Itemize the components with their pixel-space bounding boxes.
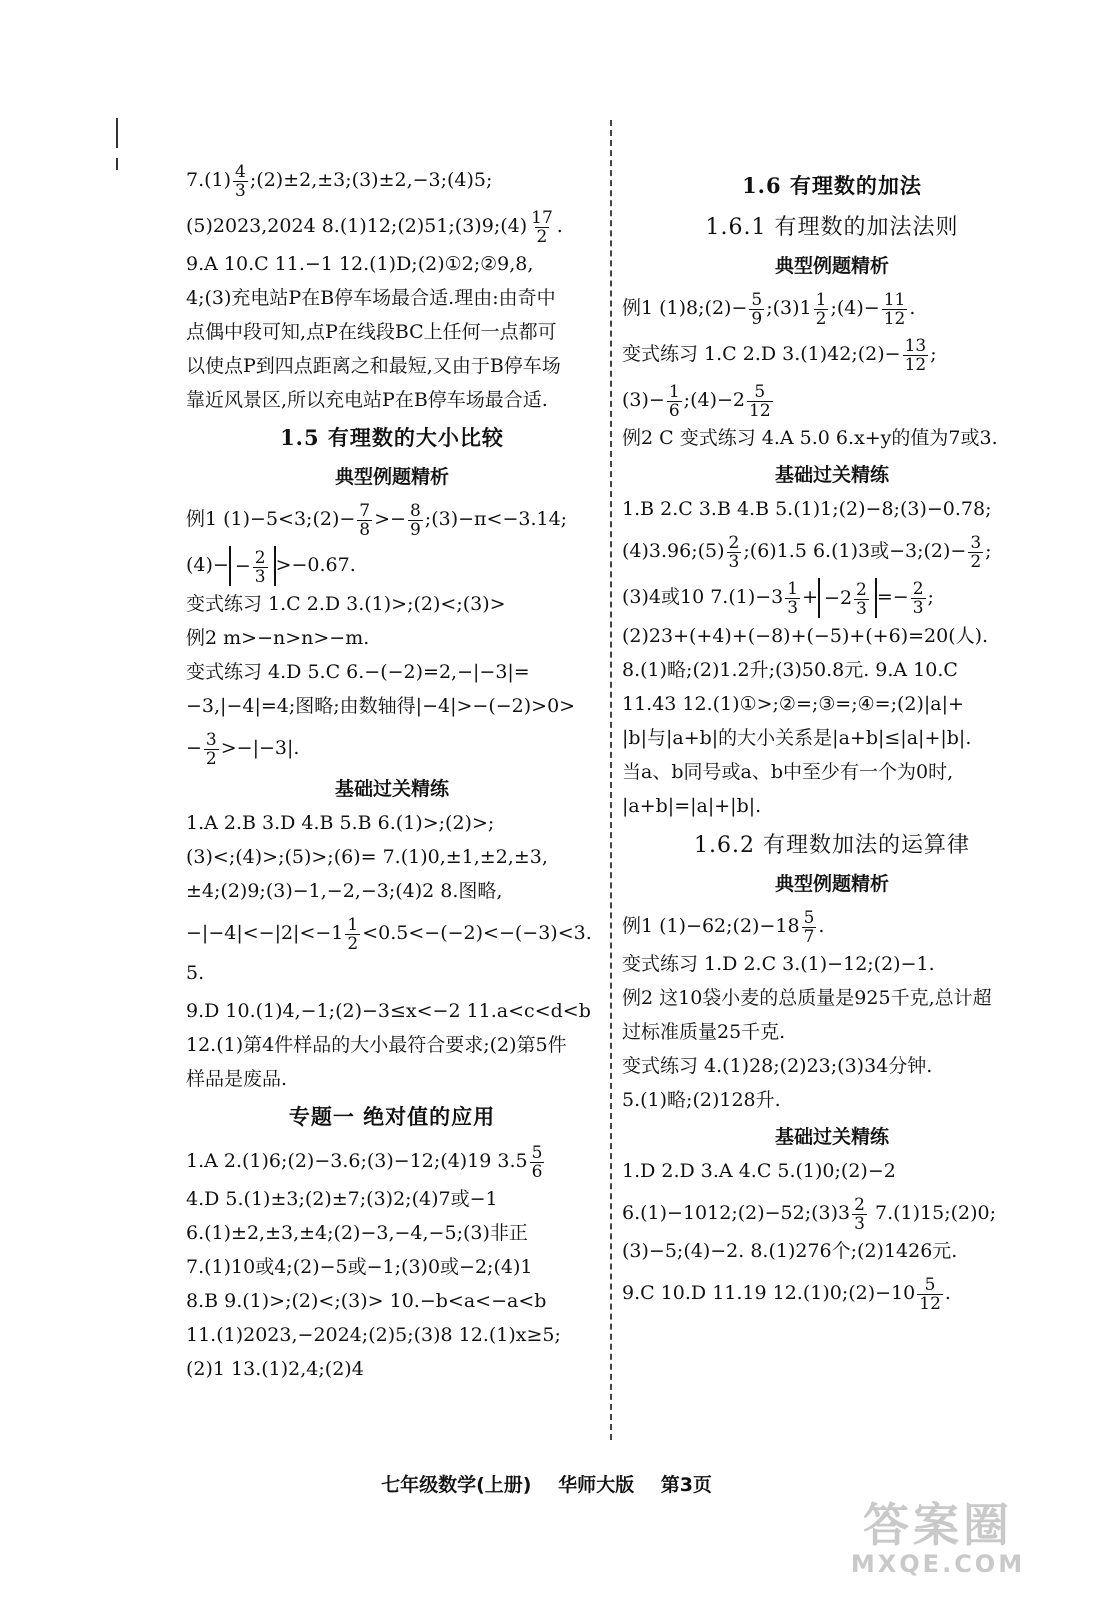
subsection-title: 典型例题精析 [774,873,889,895]
answer-line: 当a、b同号或a、b中至少有一个为0时, [622,761,954,783]
answer-line: ±4;(2)9;(3)−1,−2,−3;(4)2 8.图略, [186,880,503,902]
answer-line: 9.A 10.C 11.−1 12.(1)D;(2)①2;②9,8, [186,253,534,275]
fraction: $\frac{2}{3}$ [912,578,924,618]
section-title: 1.5 有理数的大小比较 [280,425,504,450]
fraction: $\frac{3}{2}$ [205,729,217,769]
fraction: $\frac{1}{2}$ [815,289,827,329]
subsection-title: 典型例题精析 [334,466,449,488]
book-title: 七年级数学(上册) [381,1474,532,1496]
answer-line: 变式练习 4.D 5.C 6.−(−2)=2,−|−3|= [186,661,530,683]
answer-line: 变式练习 1.C 2.D 3.(1)42;(2)− $\frac{13}{12}$ ; [622,335,937,375]
answer-line: − $\frac{3}{2}$ >−|−3|. [186,729,300,769]
fraction: $\frac{2}{3}$ [728,532,740,572]
fraction: $\frac{2}{3}$ [854,1194,865,1234]
answer-line: 例1 (1)−5<3;(2)− $\frac{7}{8}$ >− $\frac{8}{9}$ ;(3)−π<−3.14; [186,500,568,540]
answer-line: 1.B 2.C 3.B 4.B 5.(1)1;(2)−8;(3)−0.78; [622,498,992,520]
answer-line: 点偶中段可知,点P在线段BC上任何一点都可 [186,321,557,343]
answer-line: 例2 C 变式练习 4.A 5.0 6.x+y的值为7或3. [622,427,998,449]
margin-mark [116,118,118,148]
fraction: $\frac{17}{2}$ [531,207,553,247]
answer-line: (5)2023,2024 8.(1)12;(2)51;(3)9;(4) $\frac{17}{2}$ . [186,207,563,247]
answer-line: −|−4|<−|2|<−1 $\frac{1}{2}$ <0.5<−(−2)<−(−3)<3.5. [186,914,592,984]
answer-line: 11.(1)2023,−2024;(2)5;(3)8 12.(1)x≥5; [186,1324,561,1346]
watermark-logo [823,1500,1053,1590]
answer-line: 1.A 2.B 3.D 4.B 5.B 6.(1)>;(2)>; [186,812,495,834]
answer-line: 5.(1)略;(2)128升. [622,1089,781,1111]
answer-line: 变式练习 1.D 2.C 3.(1)−12;(2)−1. [622,953,935,975]
answer-line: (4)− − $\frac{2}{3}$ >−0.67. [186,547,356,587]
answer-line: 例2 这10袋小麦的总质量是925千克,总计超 [622,987,992,1009]
absolute-value: −2 $\frac{2}{3}$ [818,578,877,618]
fraction: $\frac{13}{12}$ [904,335,927,375]
answer-line: 6.(1)±2,±3,±4;(2)−3,−4,−5;(3)非正 [186,1222,528,1244]
page-footer [0,1470,1093,1497]
answer-line: 6.(1)−1012;(2)−52;(3)3 $\frac{2}{3}$ 7.(1)15;(2)0; [622,1194,997,1234]
answer-line: 8.B 9.(1)>;(2)<;(3)> 10.−b<a<−a<b [186,1290,547,1312]
watermark-text: 答案圈 [863,1498,1013,1552]
answer-line: 11.43 12.(1)①>;②=;③=;④=;(2)|a|+ [622,693,964,715]
fraction: $\frac{2}{3}$ [856,579,867,619]
fraction: $\frac{5}{12}$ [919,1274,941,1314]
fraction: $\frac{3}{2}$ [970,532,982,572]
fraction: $\frac{7}{8}$ [359,500,371,540]
answer-line: (3)−5;(4)−2. 8.(1)276个;(2)1426元. [622,1240,958,1262]
fraction: $\frac{4}{3}$ [235,161,246,201]
fraction: $\frac{11}{12}$ [883,289,906,329]
answer-line: |a+b|=|a|+|b|. [622,795,762,817]
answer-line: 8.(1)略;(2)1.2升;(3)50.8元. 9.A 10.C [622,659,958,681]
right-column [622,160,1042,1319]
edition-label: 华师大版 [558,1474,635,1496]
answer-line: (3)4或10 7.(1)−3 $\frac{1}{3}$ + −2 $\frac{2}{3}$ =− $\frac{2}{3}$ ; [622,578,934,619]
fraction: $\frac{1}{6}$ [668,381,680,421]
absolute-value: − $\frac{2}{3}$ [229,546,276,586]
answer-line: 1.A 2.(1)6;(2)−3.6;(3)−12;(4)19 3.5 $\frac{5}{6}$ [186,1142,543,1182]
page-number: 第3页 [660,1474,712,1496]
topic-title: 专题一 绝对值的应用 [288,1104,496,1129]
answer-line: 例1 (1)−62;(2)−18 $\frac{5}{7}$ . [622,907,825,947]
answer-line: 7.(1)10或4;(2)−5或−1;(3)0或−2;(4)1 [186,1256,533,1278]
answer-line: |b|与|a+b|的大小关系是|a+b|≤|a|+|b|. [622,727,972,749]
fraction: $\frac{5}{9}$ [751,289,763,329]
fraction: $\frac{2}{3}$ [254,547,266,587]
answer-line: 靠近风景区,所以充电站P在B停车场最合适. [186,389,548,411]
answer-line: 以使点P到四点距离之和最短,又由于B停车场 [186,355,561,377]
watermark-site: MXQE.COM [850,1550,1026,1578]
answer-line: 4.D 5.(1)±3;(2)±7;(3)2;(4)7或−1 [186,1188,498,1210]
margin-mark [116,158,118,170]
answer-line: 过标准质量25千克. [622,1021,786,1043]
subsection-heading: 1.6.2 有理数加法的运算律 [694,833,970,858]
section-title: 1.6 有理数的加法 [742,173,922,198]
answer-line: (3)<;(4)>;(5)>;(6)= 7.(1)0,±1,±2,±3, [186,846,548,868]
subsection-title: 典型例题精析 [774,255,889,277]
answer-line: (2)1 13.(1)2,4;(2)4 [186,1358,364,1380]
answer-line: −3,|−4|=4;图略;由数轴得|−4|>−(−2)>0> [186,695,576,717]
answer-line: 例1 (1)8;(2)− $\frac{5}{9}$ ;(3)1 $\frac{1}{2}$ ;(4)− $\frac{11}{12}$ . [622,289,916,329]
subsection-title: 基础过关精练 [334,778,449,800]
answer-line: 9.D 10.(1)4,−1;(2)−3≤x<−2 11.a<c<d<b [186,1000,591,1022]
answer-line: (2)23+(+4)+(−8)+(−5)+(+6)=20(人). [622,625,989,647]
answer-line: (3)− $\frac{1}{6}$ ;(4)−2 $\frac{5}{12}$ [622,381,771,421]
fraction: $\frac{5}{7}$ [803,907,815,947]
column-divider [610,120,612,1440]
answer-line: (4)3.96;(5) $\frac{2}{3}$ ;(6)1.5 6.(1)3或−3;(2)− $\frac{3}{2}$ ; [622,532,992,572]
answer-line: 7.(1) $\frac{4}{3}$ ;(2)±2,±3;(3)±2,−3;(4)5; [186,161,493,201]
answer-line: 12.(1)第4件样品的大小最符合要求;(2)第5件 [186,1034,567,1056]
fraction: $\frac{1}{2}$ [347,914,359,954]
answer-line: 样品是废品. [186,1068,288,1090]
left-column [186,160,598,1391]
answer-line: 例2 m>−n>n>−m. [186,627,370,649]
fraction: $\frac{5}{6}$ [531,1142,543,1182]
answer-line: 变式练习 1.C 2.D 3.(1)>;(2)<;(3)> [186,593,506,615]
answer-line: 1.D 2.D 3.A 4.C 5.(1)0;(2)−2 [622,1160,896,1182]
fraction: $\frac{8}{9}$ [409,500,421,540]
subsection-title: 基础过关精练 [774,1126,889,1148]
fraction: $\frac{1}{3}$ [787,578,799,618]
subsection-title: 基础过关精练 [774,464,889,486]
answer-line: 9.C 10.D 11.19 12.(1)0;(2)−10 $\frac{5}{12}$ . [622,1274,951,1314]
answer-line: 变式练习 4.(1)28;(2)23;(3)34分钟. [622,1055,933,1077]
answer-line: 4;(3)充电站P在B停车场最合适.理由:由奇中 [186,287,556,309]
subsection-heading: 1.6.1 有理数的加法法则 [705,215,959,240]
fraction: $\frac{5}{12}$ [749,381,771,421]
